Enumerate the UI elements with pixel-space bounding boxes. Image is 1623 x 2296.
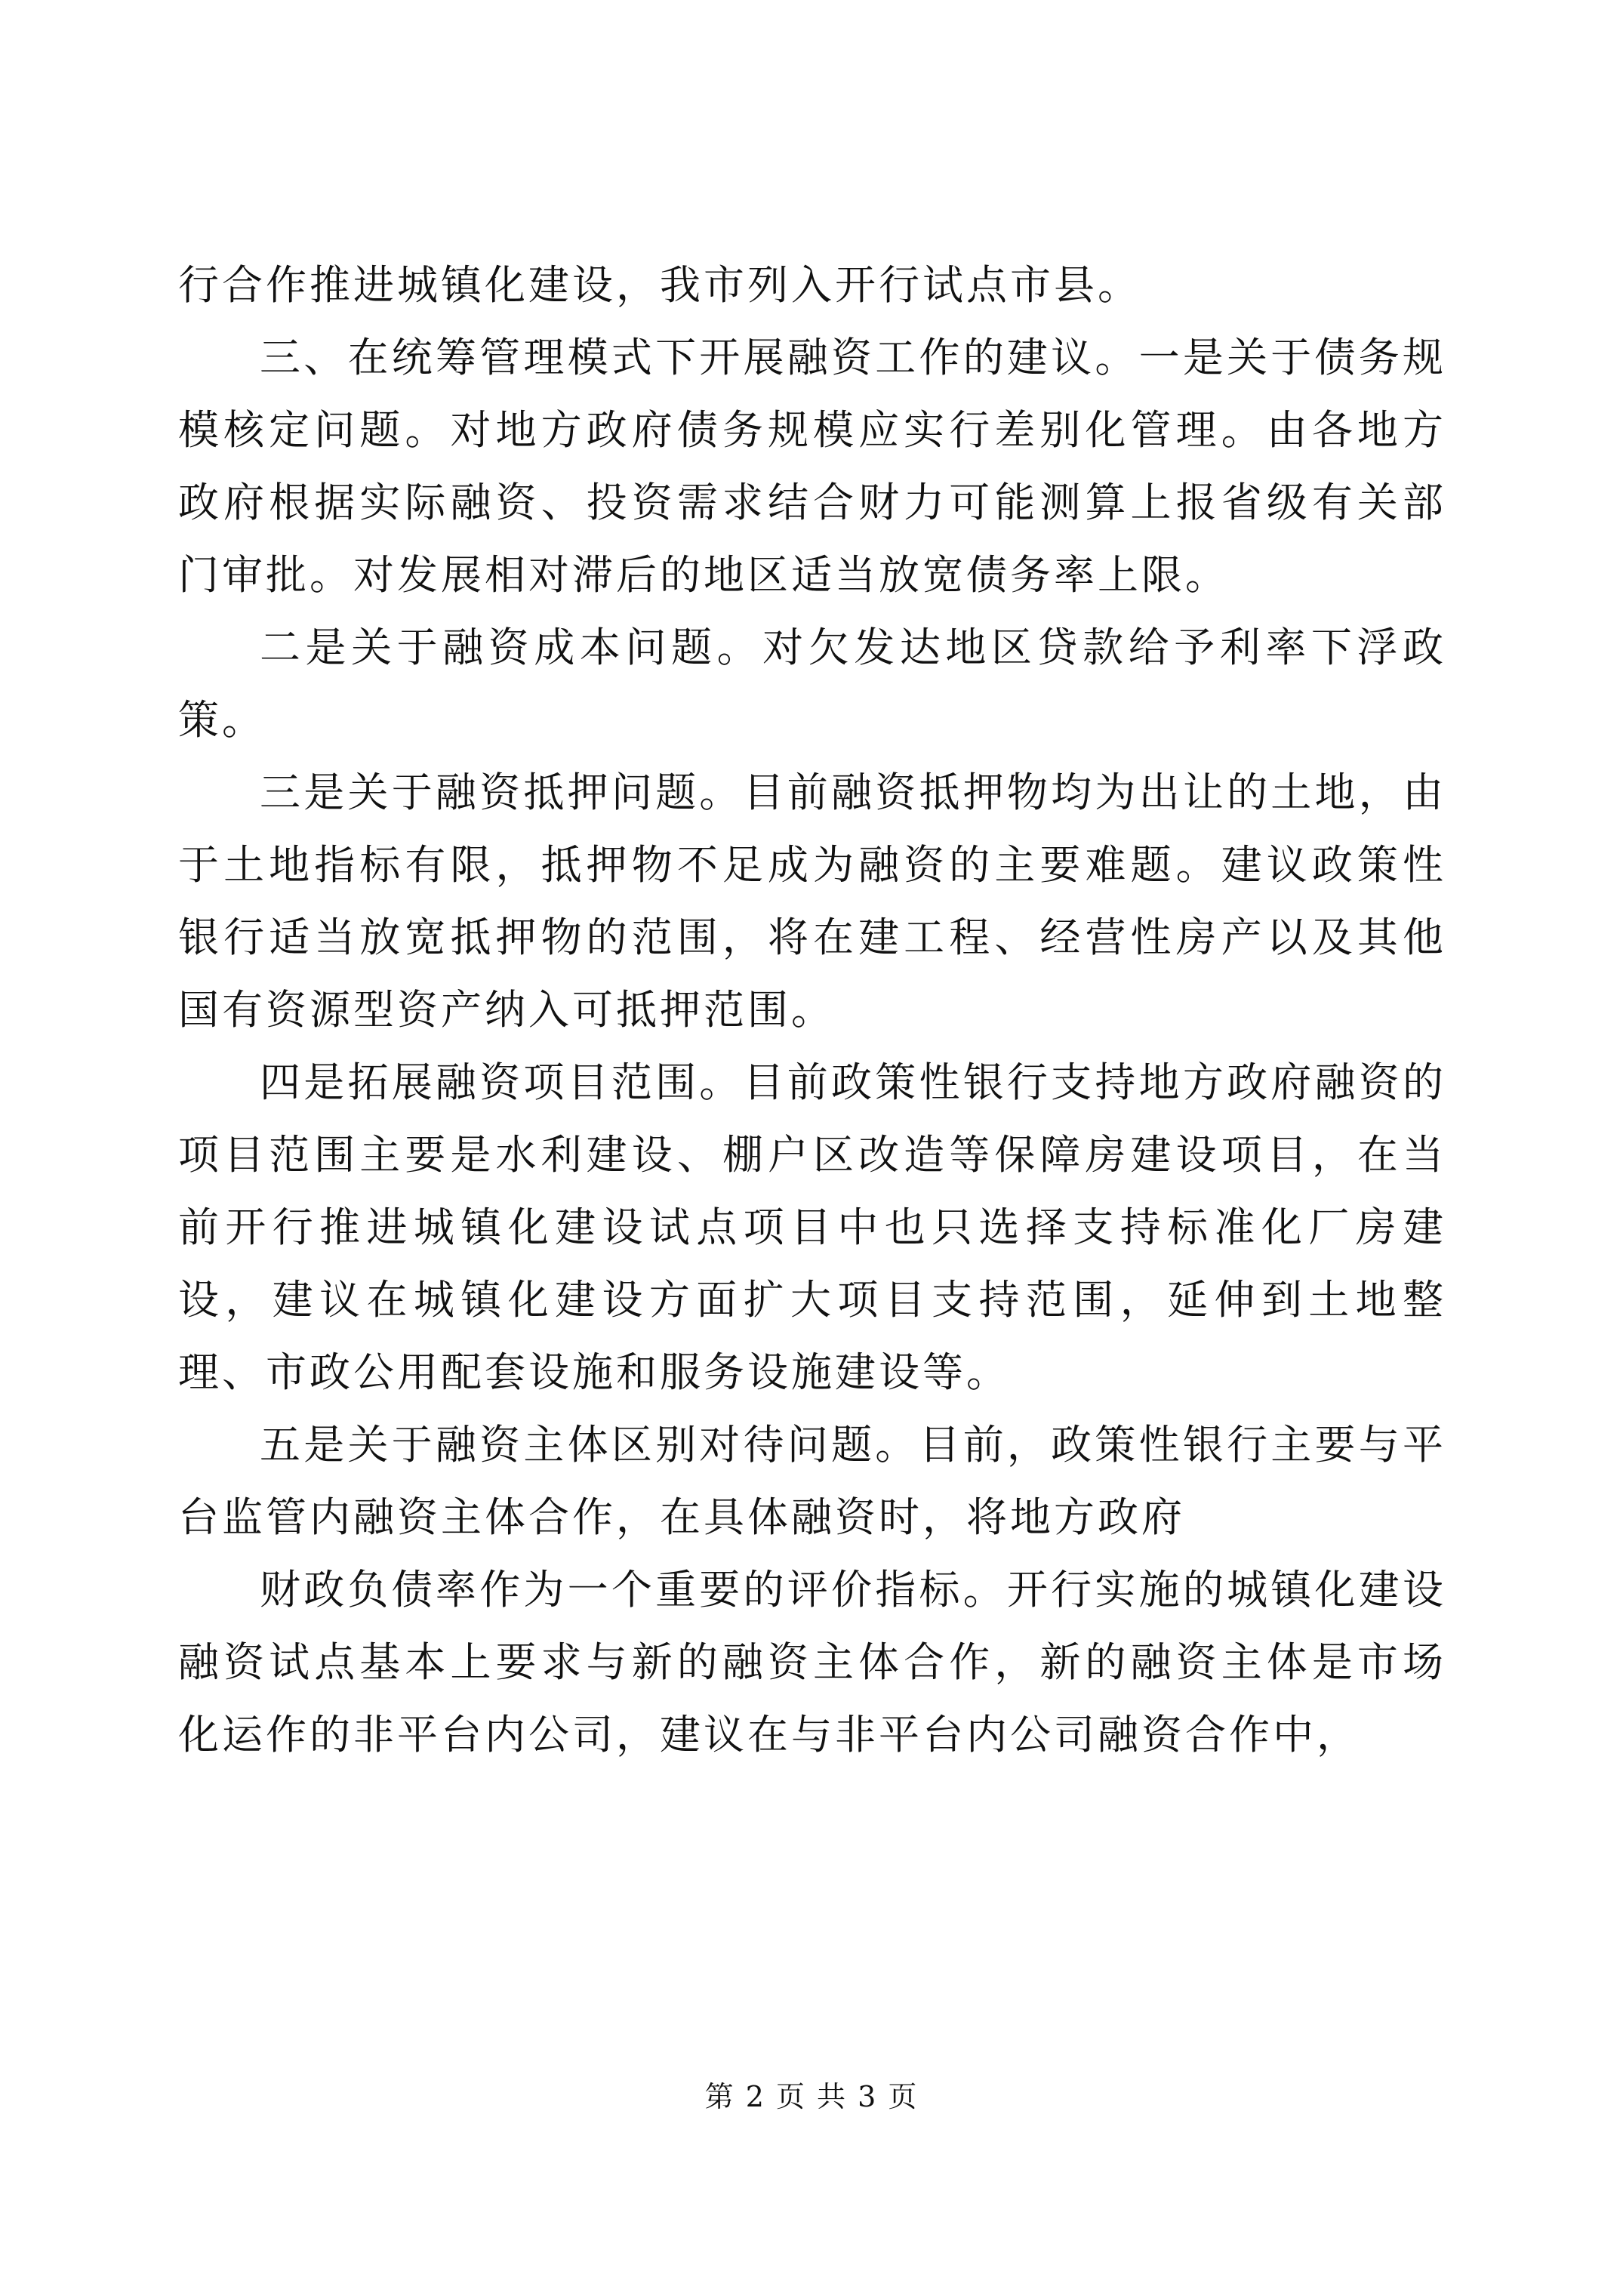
paragraph-project-scope: 四是拓展融资项目范围。目前政策性银行支持地方政府融资的项目范围主要是水利建设、棚户区改造等保障房建设项目，在当前开行推进城镇化建设试点项目中也只选择支持标准化厂房建设，建议在城镇化建设方面扩大项目支持范围，延伸到土地整理、市政公用配套设施和服务设施建设等。	[178, 1059, 1446, 1396]
paragraph-continuation: 行合作推进城镇化建设，我市列入开行试点市县。	[178, 261, 1141, 309]
paragraph-fiscal-debt-ratio: 财政负债率作为一个重要的评价指标。开行实施的城镇化建设融资试点基本上要求与新的融资主体合作，新的融资主体是市场化运作的非平台内公司，建议在与非平台内公司融资合作中，	[178, 1566, 1446, 1758]
document-body	[178, 249, 1446, 1771]
paragraph-financing-cost: 二是关于融资成本问题。对欠发达地区贷款给予利率下浮政策。	[178, 624, 1446, 744]
page-number-footer: 第 2 页 共 3 页	[704, 2080, 919, 2113]
paragraph-financing-entity: 五是关于融资主体区别对待问题。目前，政策性银行主要与平台监管内融资主体合作，在具体融资时，将地方政府	[178, 1421, 1446, 1541]
paragraph-financing-collateral: 三是关于融资抵押问题。目前融资抵押物均为出让的土地，由于土地指标有限，抵押物不足成为融资的主要难题。建议政策性银行适当放宽抵押物的范围，将在建工程、经营性房产以及其他国有资源型资产纳入可抵押范围。	[178, 769, 1446, 1034]
paragraph-suggestions-debt-scale: 三、在统筹管理模式下开展融资工作的建议。一是关于债务规模核定问题。对地方政府债务规模应实行差别化管理。由各地方政府根据实际融资、投资需求结合财力可能测算上报省级有关部门审批。对发展相对滞后的地区适当放宽债务率上限。	[178, 334, 1446, 599]
